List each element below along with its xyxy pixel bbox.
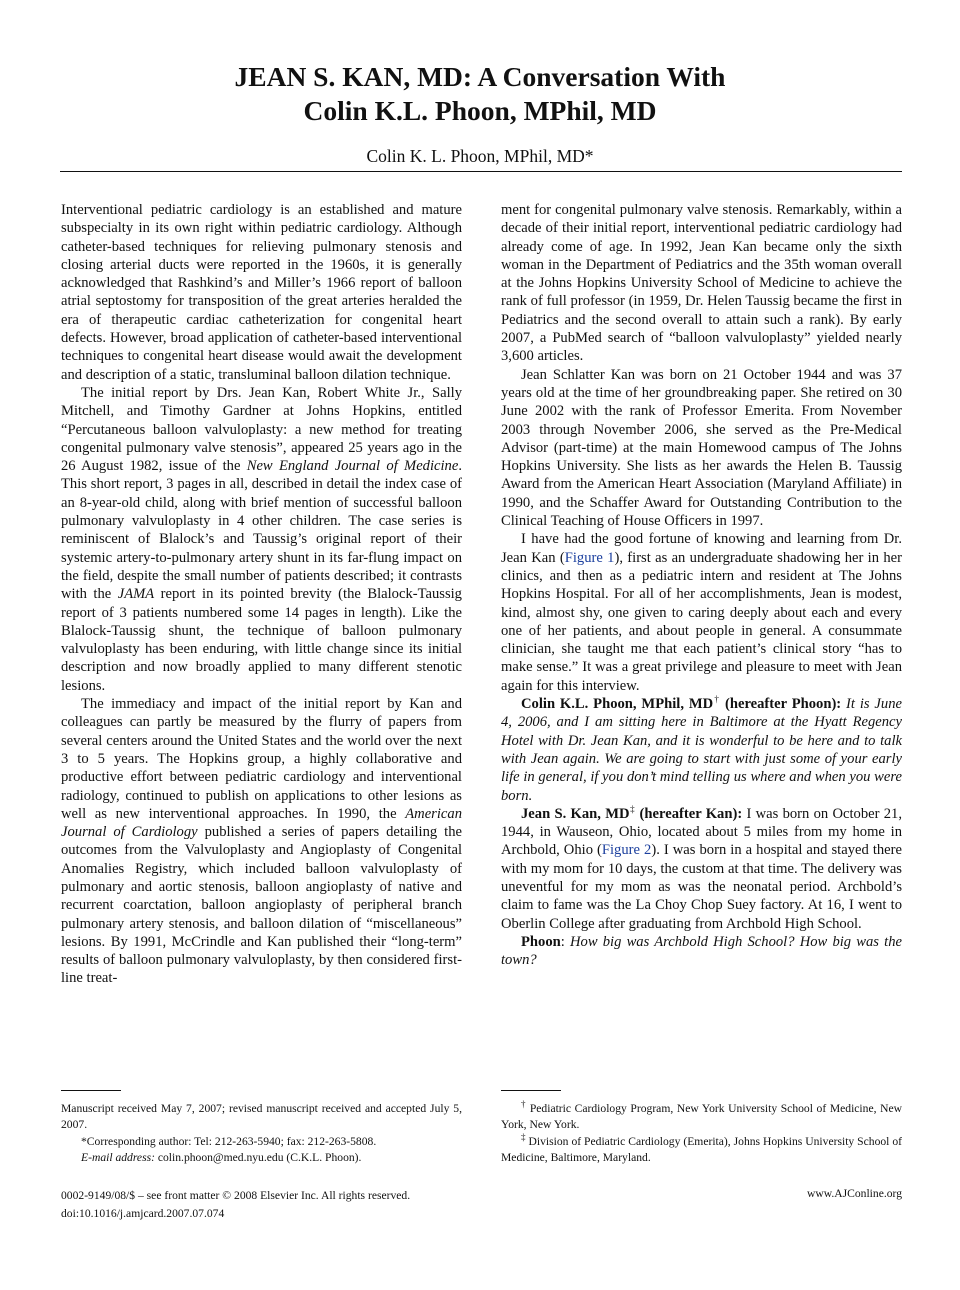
paragraph-continuation: ment for congenital pulmonary valve stenosis. Remarkably, within a decade of their initial report, interventional pediatric cardiology had already come of age. In 1992, Jean Kan became only the sixth woman in the Department of Pediatrics and the 35th woman overall at the Johns Hopkins University School of Medicine to achieve the rank of full professor (in 1959, Dr. Helen Taussig became the first in Pediatrics and the second overall to attain such a rank). By early 2007, a PubMed search of “balloon valvuloplasty” yielded nearly 3,600 articles.: [501, 202, 902, 365]
right-column: [501, 201, 902, 969]
footnote-double-dagger: ‡ Division of Pediatric Cardiology (Emerita), Johns Hopkins University School of Medicine, Baltimore, Maryland.: [501, 1131, 903, 1165]
speaker-phoon: Colin K.L. Phoon, MPhil, MD: [521, 696, 714, 713]
paragraph-personal: I have had the good fortune of knowing and learning from Dr. Jean Kan (Figure 1), first as an undergraduate shadowing her in her clinics, and then as a pediatric intern and resident at The Johns Hopkins Hospital. For all of her accomplishments, Jean is modest, kind, almost shy, one given to caring deeply about each and every one of her patients, and about people in general. A consummate clinician, she taught me that each patient’s clinical story “has to make sense.” It was a great privilege and pleasure to meet with Jean again for this interview.: [501, 531, 902, 694]
paragraph-impact: The immediacy and impact of the initial report by Kan and colleagues can partly be measured by the flurry of papers from several centers around the United States and the world over the next 3 to 5 years. The Hopkins group, a highly collaborative and productive effort between pediatric cardiology and interventional radiology, continued to publish on applications to other lesions as well as new interventional approaches. In 1990, the American Journal of Cardiology published a series of papers detailing the outcomes from the Valvuloplasty and Angioplasty of Congenital Anomalies Registry, which included balloon valvuloplasty of pulmonary and aortic stenosis, balloon angioplasty of native and recurrent coarctation, balloon angioplasty of peripheral branch pulmonary artery stenosis, and balloon dilation of “miscellaneous” lesions. By 1991, McCrindle and Kan published their “long-term” results of balloon pulmonary valvuloplasty, by then considered first-line treat-: [61, 696, 462, 987]
footnote-received: Manuscript received May 7, 2007; revised manuscript received and accepted July 5, 2007.: [61, 1102, 462, 1132]
footnote-divider-right: [501, 1090, 561, 1091]
interview-question-1: Colin K.L. Phoon, MPhil, MD† (hereafter Phoon): It is June 4, 2006, and I am sitting here in Baltimore at the Hyatt Regency Hotel with Dr. Jean Kan, and it is wonderful to be here and to talk with Jean again. We are going to start with just some of your early life in general, if you don’t mind telling us where and when you were born.: [501, 694, 902, 804]
journal-ajc: American Journal of Cardiology: [61, 805, 462, 841]
issn-line: 0002-9149/08/$ – see front matter © 2008 Elsevier Inc. All rights reserved.: [61, 1189, 411, 1202]
speaker-kan: Jean S. Kan, MD: [521, 805, 630, 822]
footnote-email: E-mail address: colin.phoon@med.nyu.edu (C.K.L. Phoon).: [81, 1151, 362, 1165]
left-column: [61, 201, 462, 988]
title-line-1: JEAN S. KAN, MD: A Conversation With: [234, 61, 726, 92]
paragraph-initial-report: The initial report by Drs. Jean Kan, Robert White Jr., Sally Mitchell, and Timothy Gardner at Johns Hopkins, entitled “Percutaneous balloon valvuloplasty: a new method for treating congenital pulmonary valve stenosis”, appeared 25 years ago in the 26 August 1982, issue of the New England Journal of Medicine. This short report, 3 pages in all, described in detail the index case of an 8-year-old child, along with brief mention of successful balloon pulmonary valvuloplasty in 4 other children. The case series is reminiscent of Blalock’s and Taussig’s original report of their systemic artery-to-pulmonary artery shunt in its far-flung impact on the field, despite the small number of patients described; it contrasts with the JAMA report in its pointed brevity (the Blalock-Taussig report of 3 patients numbered some 14 pages in length). Like the Blalock-Taussig shunt, the technique of balloon pulmonary valvuloplasty has been enduring, with little change since its initial description and now broadly applied to many different stenotic lesions.: [61, 384, 462, 694]
speaker-phoon-short: Phoon: [521, 933, 561, 950]
interview-answer-1: Jean S. Kan, MD‡ (hereafter Kan): I was born on October 21, 1944, in Wauseon, Ohio, located about 5 miles from my home in Archbold, Ohio (Figure 2). I was born in a hospital and stayed there with my mom for 10 days, the custom at that time. The delivery was uneventful for my mom as was the neonatal period. Archbold’s claim to fame was the La Choy Chop Suey factory. At 16, I went to Oberlin College after graduating from Archbold High School.: [501, 803, 903, 932]
footnote-divider-left: [61, 1090, 121, 1091]
footnote-dagger: † Pediatric Cardiology Program, New York University School of Medicine, New York, New York.: [501, 1099, 902, 1132]
journal-nejm: New England Journal of Medicine: [246, 458, 459, 475]
footnote-corresponding: *Corresponding author: Tel: 212-263-5940; fax: 212-263-5808.: [81, 1134, 377, 1148]
footnotes-right: [501, 1101, 902, 1167]
figure-2-link[interactable]: Figure 2: [601, 842, 652, 859]
journal-jama: JAMA: [117, 586, 155, 603]
journal-website[interactable]: www.AJConline.org: [806, 1187, 902, 1200]
title-divider: [60, 171, 902, 172]
doi-line[interactable]: doi:10.1016/j.amjcard.2007.07.074: [61, 1206, 225, 1220]
article-title: [0, 60, 960, 128]
footnotes-left: [61, 1101, 462, 1167]
email-link[interactable]: colin.phoon@med.nyu.edu (C.K.L. Phoon).: [154, 1151, 362, 1165]
footer-left: [61, 1187, 410, 1222]
author-byline: Colin K. L. Phoon, MPhil, MD*: [366, 146, 594, 166]
figure-1-link[interactable]: Figure 1: [564, 549, 615, 566]
paragraph-biography: Jean Schlatter Kan was born on 21 October 1944 and was 37 years old at the time of her groundbreaking paper. She retired on 30 June 2002 with the rank of Professor Emerita. From November 2003 through November 2006, she served as the Pre-Medical Advisor (part-time) at the main Homewood campus of The Johns Hopkins University. She lists as her awards the Helen B. Taussig Award from the American Heart Association (Maryland Affiliate) in 1990, and the Schaffer Award for Outstanding Contribution to the Clinical Teaching of House Officers in 1997.: [501, 366, 902, 530]
interview-question-2: Phoon: How big was Archbold High School? How big was the town?: [501, 933, 902, 969]
title-line-2: Colin K.L. Phoon, MPhil, MD: [303, 95, 657, 126]
paragraph-intro: Interventional pediatric cardiology is an established and mature subspecialty in its own right within pediatric cardiology. Although catheter-based techniques for relieving pulmonary stenosis and closing arterial ducts were reported in the 1960s, it is generally acknowledged that Rashkind’s and Miller’s 1966 report of balloon atrial septostomy for transposition of the great arteries heralded the era of therapeutic cardiac catheterization for congenital heart defects. However, broad application of catheter-based interventional techniques to congenital heart disease would await the development and description of a static, transluminal balloon dilation technique.: [61, 202, 462, 383]
